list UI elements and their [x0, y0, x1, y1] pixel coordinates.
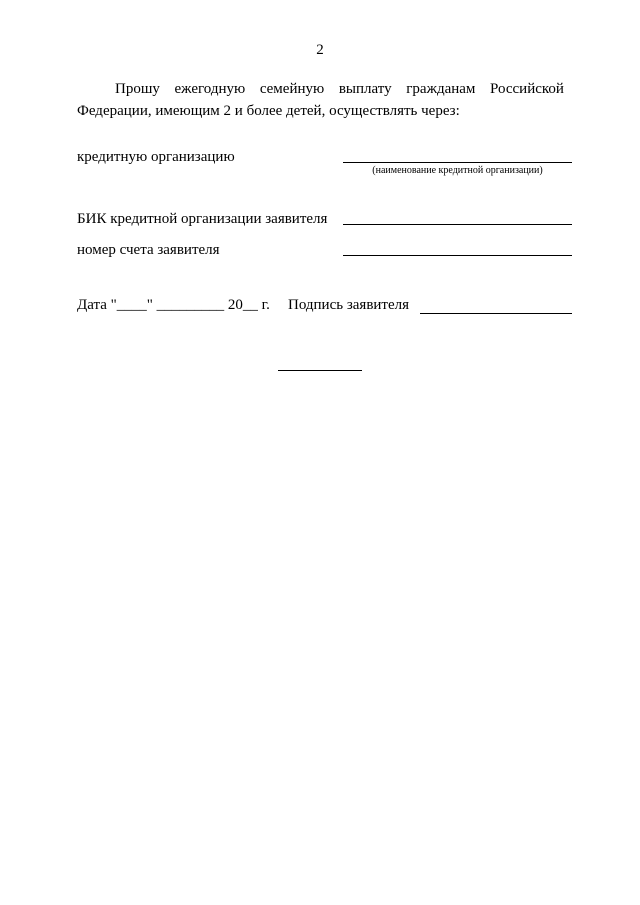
intro-word: семейную: [259, 81, 325, 97]
page-number: 2: [316, 42, 324, 58]
intro-line-1: [77, 78, 564, 100]
intro-word: Прошу: [115, 81, 160, 97]
account-field[interactable]: [343, 255, 572, 256]
credit-org-caption: (наименование кредитной организации): [372, 165, 543, 176]
intro-word: гражданам: [406, 81, 476, 97]
signature-label: Подпись заявителя: [288, 297, 410, 313]
bik-field[interactable]: [343, 224, 572, 225]
date-field[interactable]: Дата "____" _________ 20__ г.: [77, 297, 270, 313]
intro-word: Российской: [490, 81, 564, 97]
intro-line-2: Федерации, имеющим 2 и более детей, осуществлять через:: [77, 103, 460, 119]
signature-field[interactable]: [420, 313, 572, 314]
account-label: номер счета заявителя: [77, 242, 220, 258]
end-divider: [278, 370, 362, 371]
intro-word: выплату: [338, 81, 392, 97]
credit-org-field[interactable]: [343, 162, 572, 163]
credit-org-label: кредитную организацию: [77, 149, 235, 165]
intro-paragraph: [77, 78, 564, 122]
intro-word: ежегодную: [174, 81, 246, 97]
bik-label: БИК кредитной организации заявителя: [77, 211, 328, 227]
